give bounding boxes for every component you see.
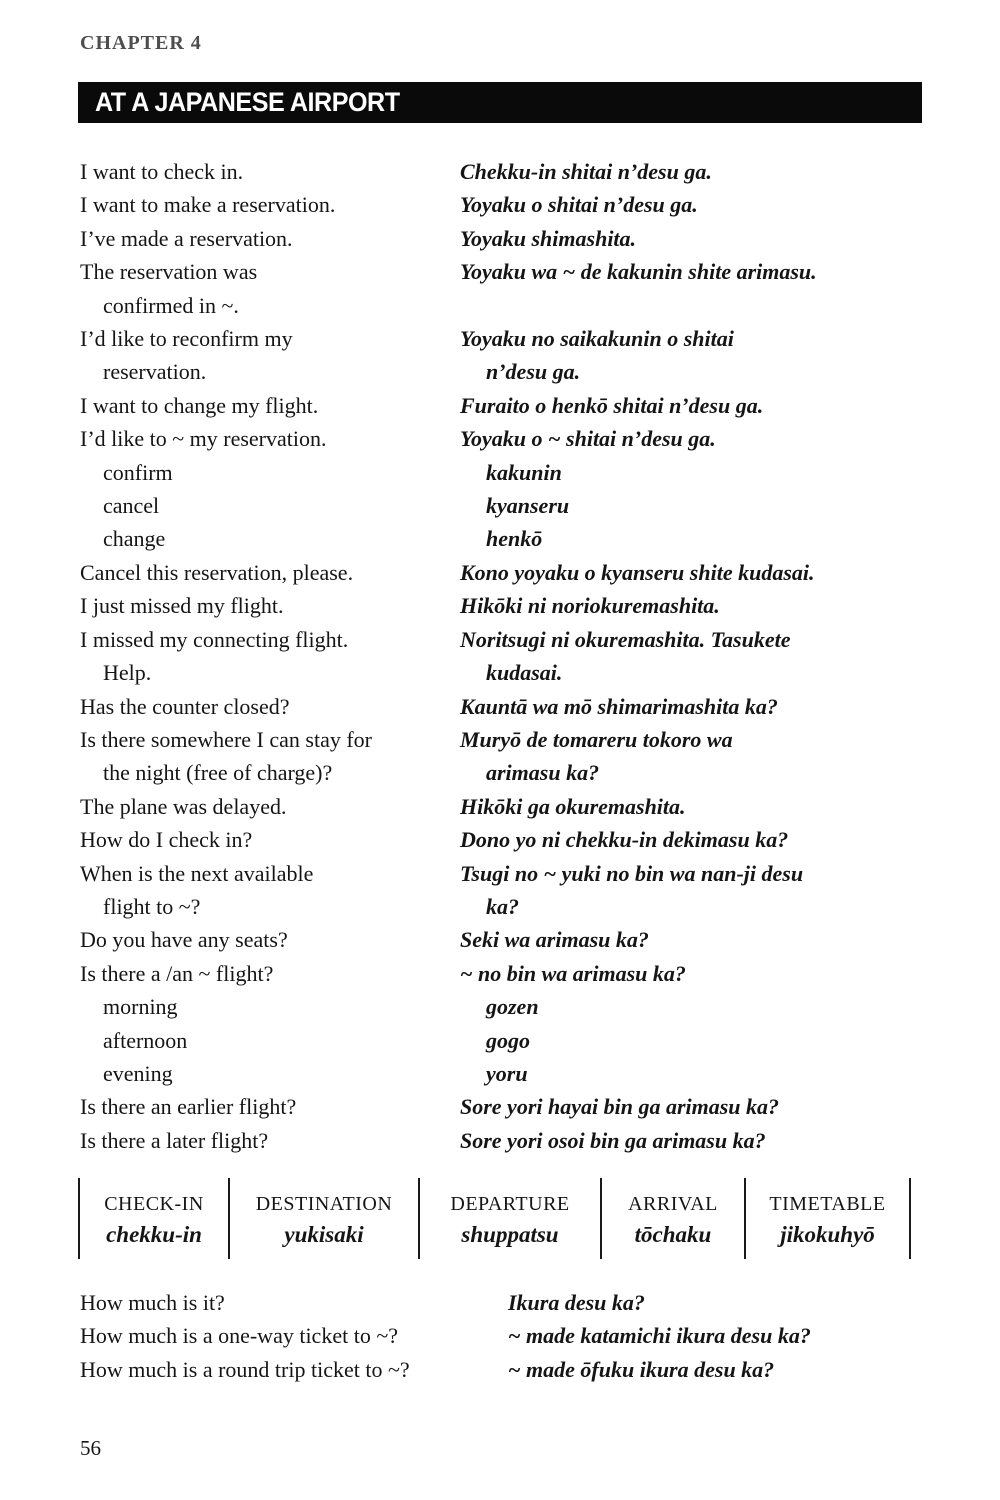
phrase-row: [80, 456, 925, 489]
vocab-term-english: TIMETABLE: [769, 1192, 886, 1215]
phrase-row: [80, 1286, 925, 1319]
phrase-row: [80, 1319, 925, 1352]
phrase-japanese: Hikōki ni noriokuremashita.: [460, 593, 720, 619]
phrase-english: confirmed in ~.: [103, 292, 239, 318]
phrase-japanese: Muryō de tomareru tokoro wa: [460, 726, 733, 752]
phrase-english: I just missed my flight.: [80, 593, 284, 619]
phrase-japanese: ~ no bin wa arimasu ka?: [460, 960, 686, 986]
phrase-row: [80, 656, 925, 689]
phrase-row: [80, 1353, 925, 1386]
phrase-row: [80, 389, 925, 422]
phrase-english: I’d like to reconfirm my: [80, 326, 293, 352]
section-title-bar: [78, 82, 922, 123]
phrase-row: [80, 1124, 925, 1157]
phrase-row: [80, 756, 925, 789]
phrase-english: Has the counter closed?: [80, 693, 290, 719]
phrase-japanese: Yoyaku o ~ shitai n’desu ga.: [460, 426, 716, 452]
phrase-row: [80, 556, 925, 589]
phrase-row: [80, 723, 925, 756]
vocab-column: [744, 1178, 911, 1259]
phrase-japanese: n’desu ga.: [486, 359, 581, 385]
phrase-japanese: Kono yoyaku o kyanseru shite kudasai.: [460, 559, 815, 585]
phrase-japanese: arimasu ka?: [486, 760, 600, 786]
phrase-row: [80, 355, 925, 388]
vocab-column: [600, 1178, 744, 1259]
phrase-english: Is there an earlier flight?: [80, 1094, 297, 1120]
phrase-japanese: henkō: [486, 526, 543, 552]
vocab-term-japanese: tōchaku: [634, 1221, 712, 1247]
phrase-japanese: Chekku-in shitai n’desu ga.: [460, 159, 712, 184]
phrase-row: [80, 1024, 925, 1057]
phrase-japanese: yoru: [486, 1060, 528, 1086]
phrase-row: [80, 155, 925, 188]
vocab-term-english: CHECK-IN: [104, 1192, 204, 1215]
vocab-term-english: ARRIVAL: [628, 1192, 718, 1215]
vocab-term-japanese: chekku-in: [106, 1221, 202, 1247]
phrase-english: cancel: [103, 493, 160, 519]
phrase-japanese: kudasai.: [486, 660, 563, 686]
phrase-japanese: kyanseru: [486, 493, 570, 519]
phrase-row: [80, 289, 925, 322]
phrase-japanese: Yoyaku wa ~ de kakunin shite arimasu.: [460, 259, 817, 285]
phrase-row: [80, 823, 925, 856]
phrase-japanese: gogo: [486, 1027, 530, 1053]
phrase-english: I’ve made a reservation.: [80, 225, 293, 251]
phrase-english: confirm: [103, 459, 173, 485]
phrase-japanese: ka?: [486, 893, 519, 919]
phrase-japanese: Yoyaku shimashita.: [460, 225, 637, 251]
phrase-english: morning: [103, 994, 178, 1020]
phrase-japanese: ~ made ōfuku ikura desu ka?: [508, 1356, 775, 1382]
phrase-row: [80, 255, 925, 288]
phrase-row: [80, 322, 925, 355]
phrase-english: How much is a round trip ticket to ~?: [80, 1356, 410, 1382]
phrase-japanese: gozen: [486, 994, 539, 1020]
phrase-row: [80, 222, 925, 255]
phrase-japanese: ~ made katamichi ikura desu ka?: [508, 1323, 811, 1349]
phrase-english: afternoon: [103, 1027, 188, 1053]
phrase-japanese: Hikōki ga okuremashita.: [460, 793, 686, 819]
phrase-row: [80, 589, 925, 622]
phrase-english: The plane was delayed.: [80, 793, 287, 819]
phrase-row: [80, 923, 925, 956]
vocab-term-japanese: jikokuhyō: [780, 1221, 875, 1247]
phrase-english: Is there somewhere I can stay for: [80, 726, 372, 752]
phrase-english: How much is a one-way ticket to ~?: [80, 1323, 398, 1349]
phrase-japanese: Kauntā wa mō shimarimashita ka?: [460, 693, 778, 719]
phrase-english: reservation.: [103, 359, 207, 385]
phrase-english: I missed my connecting flight.: [80, 626, 349, 652]
phrase-english: How much is it?: [80, 1290, 225, 1315]
phrase-english: I want to check in.: [80, 159, 244, 184]
phrase-english: flight to ~?: [103, 893, 201, 919]
phrase-row: [80, 957, 925, 990]
phrase-row: [80, 422, 925, 455]
phrase-row: [80, 489, 925, 522]
phrase-english: evening: [103, 1060, 173, 1086]
phrase-english: How do I check in?: [80, 827, 253, 853]
phrase-japanese: Yoyaku o shitai n’desu ga.: [460, 192, 698, 218]
price-phrase-list: [80, 1286, 925, 1386]
phrase-row: [80, 522, 925, 555]
phrase-japanese: Sore yori hayai bin ga arimasu ka?: [460, 1094, 780, 1120]
phrase-japanese: Yoyaku no saikakunin o shitai: [460, 326, 734, 352]
phrase-english: Cancel this reservation, please.: [80, 559, 354, 585]
vocab-table: [78, 1178, 923, 1259]
vocab-term-japanese: yukisaki: [284, 1221, 364, 1247]
phrase-english: Do you have any seats?: [80, 927, 288, 953]
phrase-english: change: [103, 526, 166, 552]
phrase-english: I’d like to ~ my reservation.: [80, 426, 327, 452]
phrase-list: [80, 155, 925, 1157]
phrase-english: Is there a /an ~ flight?: [80, 960, 274, 986]
phrase-japanese: Furaito o henkō shitai n’desu ga.: [460, 392, 764, 418]
phrase-row: [80, 890, 925, 923]
phrase-row: [80, 1090, 925, 1123]
phrase-row: [80, 188, 925, 221]
phrase-japanese: [460, 289, 925, 322]
vocab-term-english: DESTINATION: [255, 1192, 393, 1215]
phrase-japanese: Sore yori osoi bin ga arimasu ka?: [460, 1127, 766, 1153]
phrase-japanese: Seki wa arimasu ka?: [460, 927, 649, 953]
phrase-japanese: Noritsugi ni okuremashita. Tasukete: [460, 626, 791, 652]
vocab-column: [228, 1178, 418, 1259]
phrase-row: [80, 623, 925, 656]
phrase-english: When is the next available: [80, 860, 314, 886]
vocab-term-japanese: shuppatsu: [461, 1221, 559, 1247]
phrase-row: [80, 1057, 925, 1090]
phrase-english: I want to make a reservation.: [80, 192, 336, 218]
phrase-row: [80, 790, 925, 823]
page-number: 56: [80, 1436, 101, 1460]
phrase-english: The reservation was: [80, 259, 258, 285]
phrase-row: [80, 690, 925, 723]
phrase-english: Help.: [103, 660, 152, 686]
vocab-term-english: DEPARTURE: [450, 1192, 570, 1215]
phrase-row: [80, 990, 925, 1023]
vocab-column: [78, 1178, 228, 1259]
phrase-english: I want to change my flight.: [80, 392, 319, 418]
phrase-row: [80, 857, 925, 890]
phrase-english: Is there a later flight?: [80, 1127, 269, 1153]
phrase-japanese: Tsugi no ~ yuki no bin wa nan-ji desu: [460, 860, 804, 886]
vocab-column: [418, 1178, 600, 1259]
chapter-label: CHAPTER 4: [80, 32, 202, 54]
section-title: AT A JAPANESE AIRPORT: [95, 87, 400, 117]
phrase-japanese: Dono yo ni chekku-in dekimasu ka?: [460, 827, 789, 853]
phrase-japanese: Ikura desu ka?: [508, 1290, 645, 1315]
phrase-japanese: kakunin: [486, 459, 562, 485]
phrase-english: the night (free of charge)?: [103, 760, 333, 786]
